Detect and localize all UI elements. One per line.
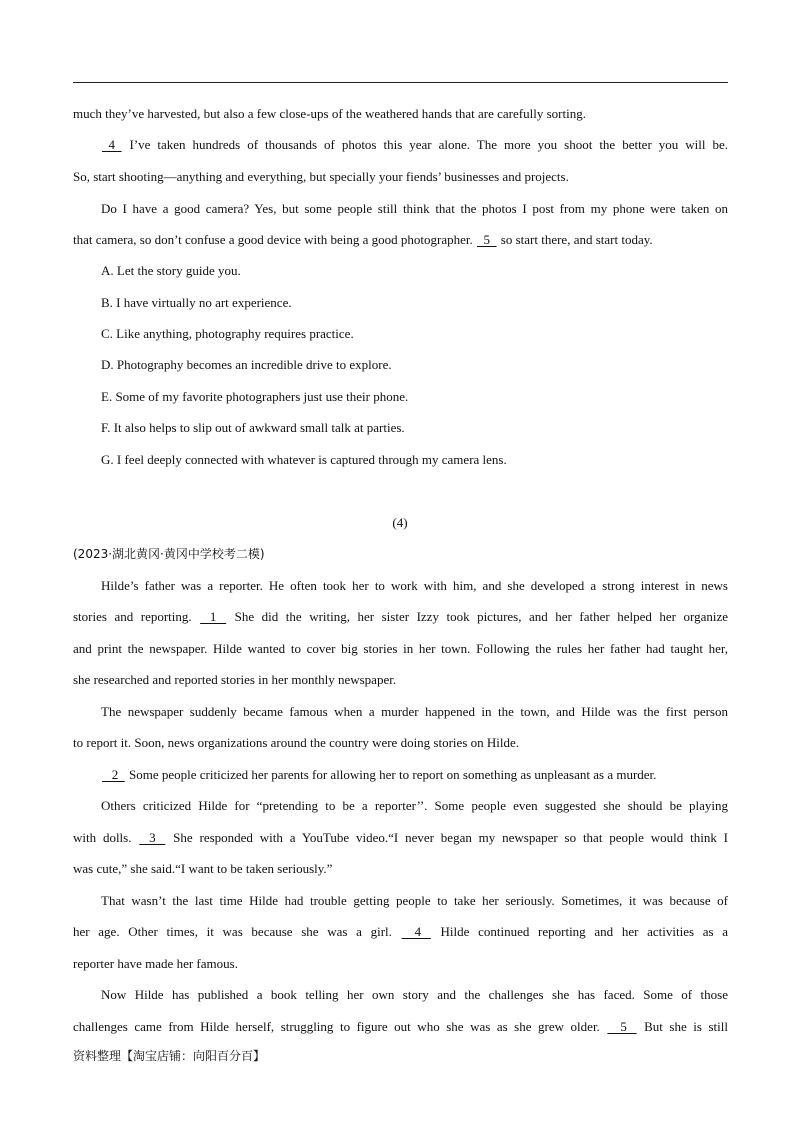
text-run: that camera, so don’t confuse a good device with being a good photographer. xyxy=(73,232,477,247)
passage4-paragraph-line xyxy=(101,765,728,785)
passage4-paragraph-line: to report it. Soon, news organizations around the country were doing stories on Hilde. xyxy=(73,735,520,750)
passage-number: (4) xyxy=(392,515,408,530)
answer-blank-3[interactable]: 3 xyxy=(139,830,166,845)
passage4-paragraph-line: was cute,” she said.“I want to be taken seriously.” xyxy=(73,861,333,876)
option-g: G. I feel deeply connected with whatever is captured through my camera lens. xyxy=(101,452,507,467)
passage4-paragraph-line: and print the newspaper. Hilde wanted to cover big stories in her town. Following the rules her father had taught her, xyxy=(73,641,728,656)
text-run: with dolls. xyxy=(73,830,139,845)
passage3-paragraph-line xyxy=(101,135,728,155)
text-run: challenges came from Hilde herself, struggling to figure out who she was as she grew older. xyxy=(73,1019,607,1034)
option-e: E. Some of my favorite photographers just use their phone. xyxy=(101,389,409,404)
passage4-paragraph-line xyxy=(73,607,728,627)
text-run: Hilde continued reporting and her activities as a xyxy=(431,924,728,939)
passage3-paragraph-line: So, start shooting—anything and everything, but specially your fiends’ businesses and projects. xyxy=(73,169,569,184)
text-run: stories and reporting. xyxy=(73,609,200,624)
answer-blank-5[interactable]: 5 xyxy=(477,232,497,247)
option-f: F. It also helps to slip out of awkward small talk at parties. xyxy=(101,420,405,435)
passage4-paragraph-line xyxy=(73,1017,728,1037)
answer-blank-5[interactable]: 5 xyxy=(607,1019,637,1034)
passage4-paragraph-line: Others criticized Hilde for “pretending to be a reporter’’. Some people even suggested she should be playing xyxy=(101,798,728,813)
option-a: A. Let the story guide you. xyxy=(101,263,241,278)
text-run: I’ve taken hundreds of thousands of photos this year alone. The more you shoot the better you will be. xyxy=(122,137,728,152)
passage4-paragraph-line: That wasn’t the last time Hilde had trouble getting people to take her seriously. Sometimes, it was because of xyxy=(101,893,728,908)
option-c: C. Like anything, photography requires practice. xyxy=(101,326,354,341)
text-run: Some people criticized her parents for allowing her to report on something as unpleasant as a murder. xyxy=(125,767,657,782)
option-d: D. Photography becomes an incredible drive to explore. xyxy=(101,357,392,372)
footer-note: 资料整理【淘宝店铺：向阳百分百】 xyxy=(73,1049,266,1063)
text-run: She did the writing, her sister Izzy took pictures, and her father helped her organize xyxy=(227,609,728,624)
answer-blank-4[interactable]: 4 xyxy=(401,924,431,939)
passage4-paragraph-line: reporter have made her famous. xyxy=(73,956,238,971)
option-b: B. I have virtually no art experience. xyxy=(101,295,292,310)
passage4-paragraph-line xyxy=(73,828,728,848)
header-rule xyxy=(73,82,728,83)
text-run: so start there, and start today. xyxy=(497,232,653,247)
passage3-paragraph-line: Do I have a good camera? Yes, but some people still think that the photos I post from my phone were taken on xyxy=(101,201,728,216)
text-run: But she is still xyxy=(637,1019,728,1034)
answer-blank-2[interactable]: 2 xyxy=(102,767,125,782)
text-run: her age. Other times, it was because she was a girl. xyxy=(73,924,401,939)
passage4-paragraph-line: Now Hilde has published a book telling her own story and the challenges she has faced. Some of those xyxy=(101,987,728,1002)
passage4-paragraph-line: The newspaper suddenly became famous when a murder happened in the town, and Hilde was the first person xyxy=(101,704,728,719)
passage3-paragraph-line xyxy=(73,230,728,250)
passage-source: (2023·湖北黄冈·黄冈中学校考二模) xyxy=(73,547,265,561)
answer-blank-4[interactable]: 4 xyxy=(102,137,122,152)
passage4-paragraph-line xyxy=(73,922,728,942)
passage4-paragraph-line: she researched and reported stories in her monthly newspaper. xyxy=(73,672,397,687)
passage3-line: much they’ve harvested, but also a few close-ups of the weathered hands that are carefully sorting. xyxy=(73,106,586,121)
passage4-paragraph-line: Hilde’s father was a reporter. He often took her to work with him, and she developed a strong interest in news xyxy=(101,578,728,593)
text-run: She responded with a YouTube video.“I never began my newspaper so that people would think I xyxy=(166,830,728,845)
answer-blank-1[interactable]: 1 xyxy=(200,609,227,624)
